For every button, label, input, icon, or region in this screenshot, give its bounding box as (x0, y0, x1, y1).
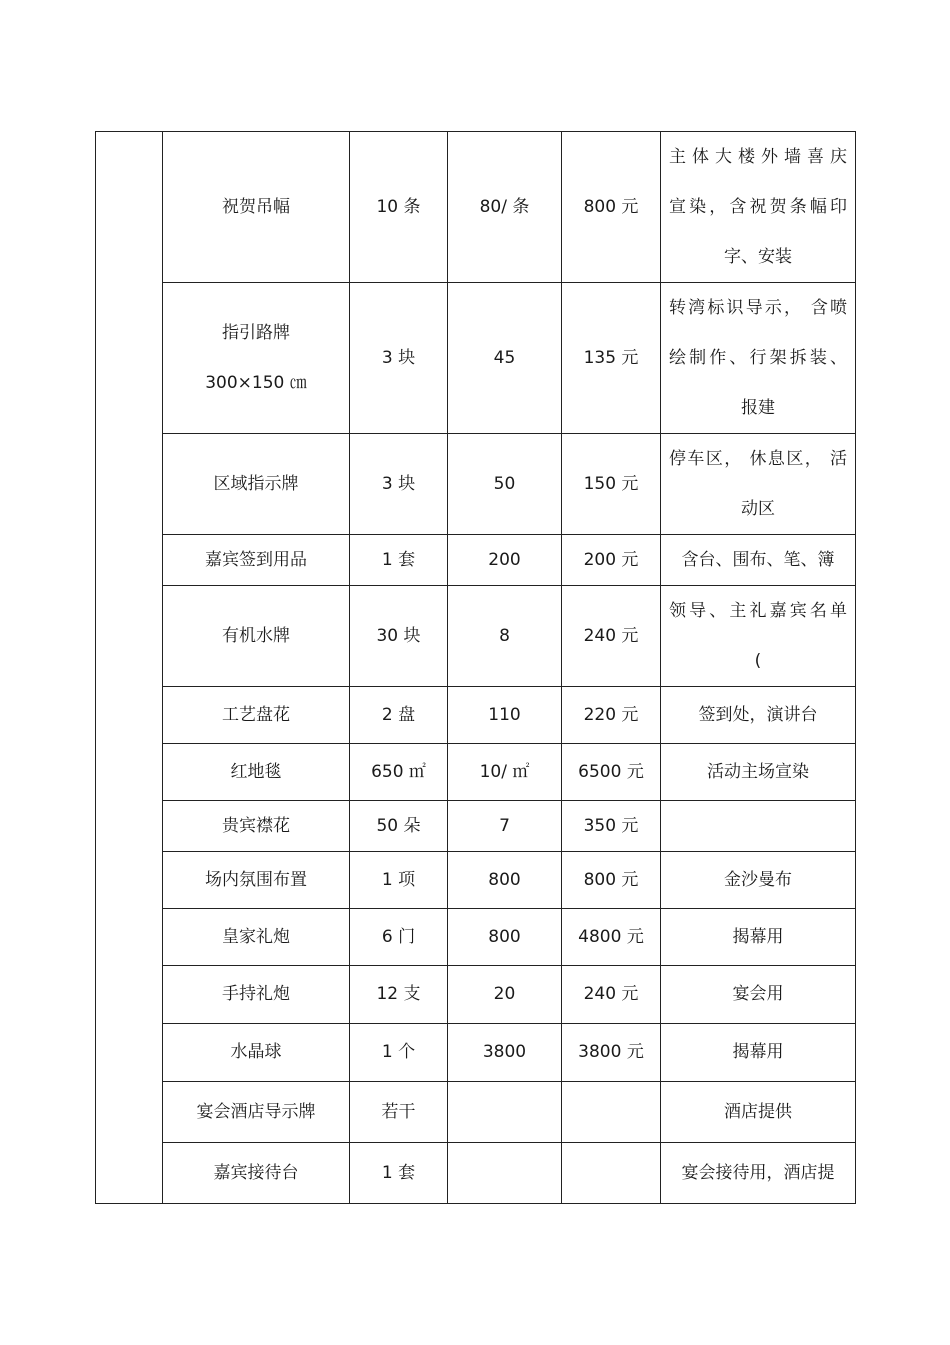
note-line: 酒店提供 (724, 1101, 792, 1122)
quantity-cell: 若干 (350, 1082, 448, 1143)
note-cell (661, 966, 856, 1024)
category-cell (96, 132, 163, 1204)
item-cell (163, 434, 350, 535)
table-row (96, 966, 856, 1024)
note-cell (661, 1024, 856, 1082)
unit-price-cell: 3800 (448, 1024, 562, 1082)
item-name: 水晶球 (230, 1042, 282, 1062)
quantity-cell: 1 个 (350, 1024, 448, 1082)
item-name: 贵宾襟花 (222, 815, 290, 836)
note-line: 转湾标识导示， 含喷 (669, 298, 847, 318)
note-line: 绘制作、行架拆装、 (669, 348, 847, 368)
quantity-cell: 3 块 (350, 283, 448, 434)
item-name: 皇家礼炮 (222, 926, 290, 947)
quantity-cell: 650 ㎡ (350, 744, 448, 801)
quantity-cell: 1 项 (350, 852, 448, 909)
note-line: 宴会接待用，酒店提 (681, 1162, 835, 1183)
item-name: 宴会酒店导示牌 (196, 1101, 316, 1122)
item-cell (163, 687, 350, 744)
note-cell (661, 1082, 856, 1143)
item-cell (163, 132, 350, 283)
quantity-cell: 3 块 (350, 434, 448, 535)
table-row (96, 801, 856, 852)
quantity-cell: 50 朵 (350, 801, 448, 852)
note-cell (661, 1143, 856, 1204)
total-cell: 800 元 (562, 132, 661, 283)
item-cell (163, 966, 350, 1024)
unit-price-cell: 800 (448, 909, 562, 966)
note-line: 停车区， 休息区， 活 (669, 449, 847, 469)
total-cell: 135 元 (562, 283, 661, 434)
table-row (96, 434, 856, 535)
note-cell (661, 687, 856, 744)
unit-price-cell: 10/ ㎡ (448, 744, 562, 801)
unit-price-cell (448, 1082, 562, 1143)
total-cell: 220 元 (562, 687, 661, 744)
note-line: 金沙曼布 (724, 869, 792, 890)
note-line: 含台、围布、笔、簿 (681, 549, 835, 570)
note-line: 揭幕用 (732, 926, 784, 947)
table-row (96, 132, 856, 283)
total-cell: 240 元 (562, 586, 661, 687)
note-cell (661, 586, 856, 687)
item-name: 红地毯 (230, 761, 282, 782)
total-cell (562, 1143, 661, 1204)
table-row (96, 852, 856, 909)
quantity-cell: 6 门 (350, 909, 448, 966)
note-cell (661, 801, 856, 852)
item-name: 区域指示牌 (213, 473, 299, 494)
item-cell (163, 744, 350, 801)
quantity-cell: 12 支 (350, 966, 448, 1024)
item-cell (163, 1082, 350, 1143)
quantity-cell: 10 条 (350, 132, 448, 283)
quantity-cell: 1 套 (350, 1143, 448, 1204)
quantity-cell: 2 盘 (350, 687, 448, 744)
unit-price-cell: 80/ 条 (448, 132, 562, 283)
table-row (96, 909, 856, 966)
item-name: 嘉宾接待台 (213, 1162, 299, 1183)
table-row (96, 535, 856, 586)
note-cell (661, 852, 856, 909)
total-cell: 4800 元 (562, 909, 661, 966)
note-line: 报建 (741, 398, 775, 418)
total-cell: 200 元 (562, 535, 661, 586)
table-row (96, 1082, 856, 1143)
total-cell: 6500 元 (562, 744, 661, 801)
note-line: 揭幕用 (732, 1042, 784, 1062)
note-line: 动区 (741, 499, 775, 519)
item-cell (163, 586, 350, 687)
unit-price-cell: 7 (448, 801, 562, 852)
note-cell (661, 283, 856, 434)
table-row (96, 586, 856, 687)
item-cell (163, 852, 350, 909)
item-name: 手持礼炮 (222, 984, 290, 1004)
table-row (96, 1024, 856, 1082)
total-cell: 350 元 (562, 801, 661, 852)
unit-price-cell: 45 (448, 283, 562, 434)
total-cell: 800 元 (562, 852, 661, 909)
item-cell (163, 283, 350, 434)
quantity-cell: 1 套 (350, 535, 448, 586)
note-line: 宣染，含祝贺条幅印 (669, 197, 847, 217)
unit-price-cell: 110 (448, 687, 562, 744)
budget-table (95, 131, 856, 1204)
note-line: 活动主场宣染 (707, 761, 809, 782)
note-line: 领导、主礼嘉宾名单 (669, 601, 847, 621)
unit-price-cell: 20 (448, 966, 562, 1024)
unit-price-cell: 800 (448, 852, 562, 909)
table-row (96, 687, 856, 744)
note-cell (661, 744, 856, 801)
unit-price-cell (448, 1143, 562, 1204)
item-name: 指引路牌 (222, 323, 290, 343)
note-line: 签到处，演讲台 (698, 704, 818, 725)
table-row (96, 283, 856, 434)
unit-price-cell: 50 (448, 434, 562, 535)
note-cell (661, 132, 856, 283)
item-name: 场内氛围布置 (205, 869, 307, 890)
total-cell: 150 元 (562, 434, 661, 535)
item-name: 有机水牌 (222, 625, 290, 646)
unit-price-cell: 8 (448, 586, 562, 687)
total-cell: 240 元 (562, 966, 661, 1024)
note-line: ( (754, 651, 762, 671)
note-line: 字、安装 (724, 247, 792, 267)
item-name: 嘉宾签到用品 (205, 549, 307, 570)
table-row (96, 1143, 856, 1204)
item-cell (163, 909, 350, 966)
total-cell: 3800 元 (562, 1024, 661, 1082)
item-name: 工艺盘花 (222, 704, 290, 725)
note-cell (661, 909, 856, 966)
note-line: 宴会用 (732, 984, 784, 1004)
note-cell (661, 434, 856, 535)
item-cell (163, 1024, 350, 1082)
item-cell (163, 801, 350, 852)
quantity-cell: 30 块 (350, 586, 448, 687)
item-name: 祝贺吊幅 (222, 196, 290, 217)
item-cell (163, 1143, 350, 1204)
unit-price-cell: 200 (448, 535, 562, 586)
item-name: 300×150 ㎝ (205, 373, 307, 393)
note-cell (661, 535, 856, 586)
table-body (96, 132, 856, 1204)
note-line: 主体大楼外墙喜庆 (669, 147, 847, 167)
item-cell (163, 535, 350, 586)
total-cell (562, 1082, 661, 1143)
table-row (96, 744, 856, 801)
